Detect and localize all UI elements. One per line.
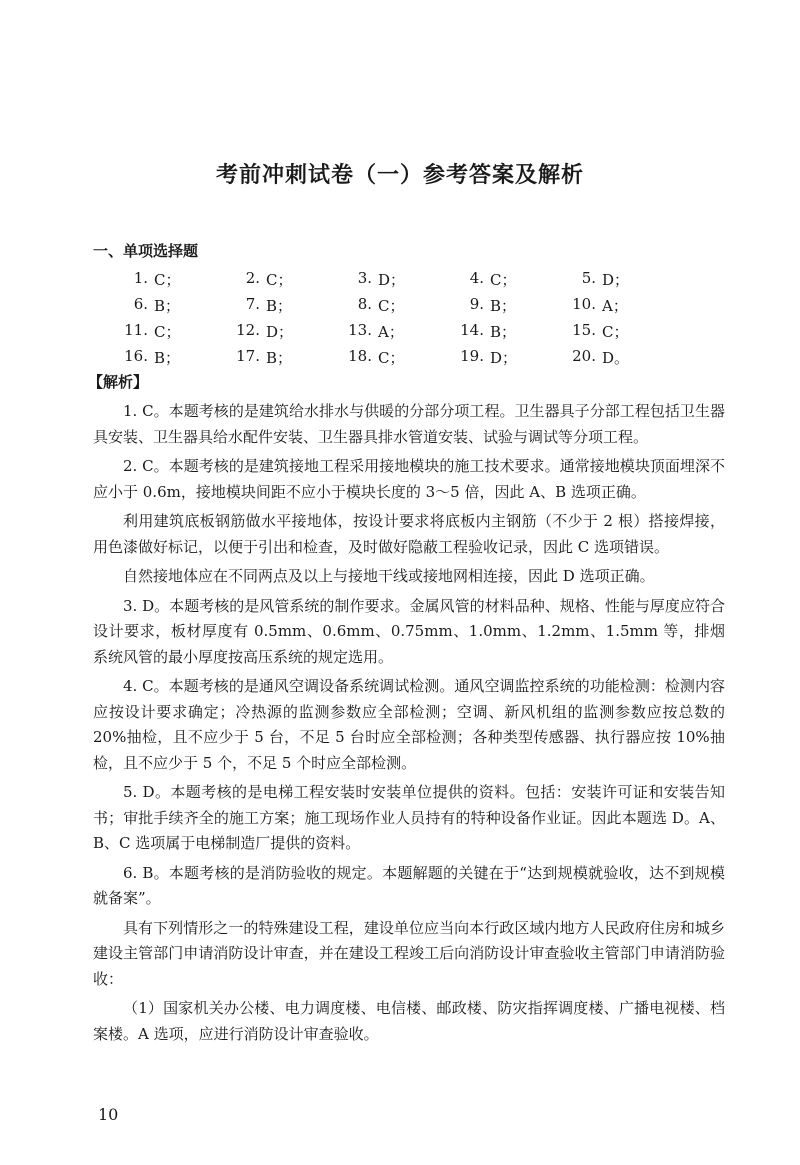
question-number: 1. [133, 268, 148, 287]
question-number: 19. [460, 346, 484, 365]
answer-item [205, 347, 317, 368]
answer-item [93, 321, 205, 342]
answer-item [205, 269, 317, 290]
answer-choice: C； [378, 348, 405, 367]
answer-row [93, 292, 653, 318]
question-number: 17. [236, 346, 260, 365]
paragraph: 自然接地体应在不同两点及以上与接地干线或接地网相连接，因此 D 选项正确。 [123, 567, 655, 585]
question-number: 2. [245, 268, 260, 287]
answer-choice: A； [378, 322, 404, 341]
answer-choice: B； [266, 296, 293, 315]
section-heading: 一、单项选择题 [93, 242, 199, 260]
question-number: 9. [469, 294, 484, 313]
answer-choice: D； [378, 270, 406, 289]
paragraph: 4. C。本题考核的是通风空调设备系统调试检测。通风空调监控系统的功能检测：检测内容应按设计要求确定；冷热源的监测参数应全部检测；空调、新风机组的监测参数应按总数的 20%抽检，且不应少于 5 台，不足 5 台时应全部检测；各种类型传感器、执行器应按 10%抽检，且不应少于 5 个，不足 5 个时应全部检测。 [93, 677, 725, 772]
paragraph: 5. D。本题考核的是电梯工程安装时安装单位提供的资料。包括：安装许可证和安装告知书；审批手续齐全的施工方案；施工现场作业人员持有的特种设备作业证。因此本题选 D。A、B、C 选项属于电梯制造厂提供的资料。 [93, 783, 725, 852]
question-number: 5. [581, 268, 596, 287]
answer-item [429, 295, 541, 316]
answer-item [317, 321, 429, 342]
answer-choice: D。 [602, 348, 630, 367]
question-number: 10. [572, 294, 596, 313]
answer-choice: D； [490, 348, 518, 367]
answer-choice: C； [266, 270, 293, 289]
answer-choice: B； [490, 322, 517, 341]
page-number: 10 [98, 1105, 119, 1124]
answer-row [93, 318, 653, 344]
paragraph: 2. C。本题考核的是建筑接地工程采用接地模块的施工技术要求。通常接地模块顶面埋深不应小于 0.6m，接地模块间距不应小于模块长度的 3～5 倍，因此 A、B 选项正确。 [93, 457, 725, 501]
answer-choice: C； [378, 296, 405, 315]
question-number: 16. [124, 346, 148, 365]
paragraph: 具有下列情形之一的特殊建设工程，建设单位应当向本行政区域内地方人民政府住房和城乡建设主管部门申请消防设计审查，并在建设工程竣工后向消防设计审查验收主管部门申请消防验收： [93, 918, 725, 988]
answer-choice: C； [154, 322, 181, 341]
answer-choice: A； [602, 296, 628, 315]
answer-item [317, 269, 429, 290]
question-number: 12. [236, 320, 260, 339]
question-number: 3. [357, 268, 372, 287]
paragraph: 1. C。本题考核的是建筑给水排水与供暖的分部分项工程。卫生器具子分部工程包括卫生器具安装、卫生器具给水配件安装、卫生器具排水管道安装、试验与调试等分项工程。 [93, 402, 725, 446]
question-number: 7. [245, 294, 260, 313]
answer-row [93, 344, 653, 370]
question-number: 4. [469, 268, 484, 287]
answer-choice: B； [490, 296, 517, 315]
answer-item [429, 347, 541, 368]
page-title: 考前冲刺试卷（一）参考答案及解析 [215, 163, 584, 188]
question-number: 14. [460, 320, 484, 339]
answer-item [541, 269, 653, 290]
analysis-label: 【解析】 [88, 373, 149, 391]
paragraph: 3. D。本题考核的是风管系统的制作要求。金属风管的材料品种、规格、性能与厚度应符合设计要求，板材厚度有 0.5mm、0.6mm、0.75mm、1.0mm、1.2mm、1.5mm 等，排烟系统风管的最小厚度按高压系统的规定选用。 [93, 596, 725, 666]
question-number: 13. [348, 320, 372, 339]
paragraph: （1）国家机关办公楼、电力调度楼、电信楼、邮政楼、防灾指挥调度楼、广播电视楼、档案楼。A 选项，应进行消防设计审查验收。 [93, 999, 725, 1043]
answer-item [93, 295, 205, 316]
question-number: 11. [124, 320, 148, 339]
question-number: 6. [133, 294, 148, 313]
answer-item [205, 321, 317, 342]
answer-item [317, 295, 429, 316]
answer-choice: C； [154, 270, 181, 289]
answer-choice: D； [602, 270, 630, 289]
answer-item [541, 347, 653, 368]
question-number: 18. [348, 346, 372, 365]
answer-item [541, 321, 653, 342]
answer-item [317, 347, 429, 368]
answer-item [541, 295, 653, 316]
answer-choice: B； [266, 348, 293, 367]
answer-choice: C； [490, 270, 517, 289]
answer-grid [93, 266, 653, 370]
answer-item [93, 347, 205, 368]
answer-row [93, 266, 653, 292]
question-number: 15. [572, 320, 596, 339]
answer-choice: D； [266, 322, 294, 341]
question-number: 8. [357, 294, 372, 313]
question-number: 20. [572, 346, 596, 365]
answer-item [429, 321, 541, 342]
analysis-body [93, 399, 725, 1051]
answer-choice: B； [154, 296, 181, 315]
answer-item [93, 269, 205, 290]
paragraph: 6. B。本题考核的是消防验收的规定。本题解题的关键在于“达到规模就验收，达不到规模就备案”。 [93, 863, 725, 907]
paragraph: 利用建筑底板钢筋做水平接地体，按设计要求将底板内主钢筋（不少于 2 根）搭接焊接，用色漆做好标记，以便于引出和检查，及时做好隐蔽工程验收记录，因此 C 选项错误。 [93, 512, 725, 556]
answer-choice: C； [602, 322, 629, 341]
answer-item [429, 269, 541, 290]
answer-choice: B； [154, 348, 181, 367]
answer-item [205, 295, 317, 316]
